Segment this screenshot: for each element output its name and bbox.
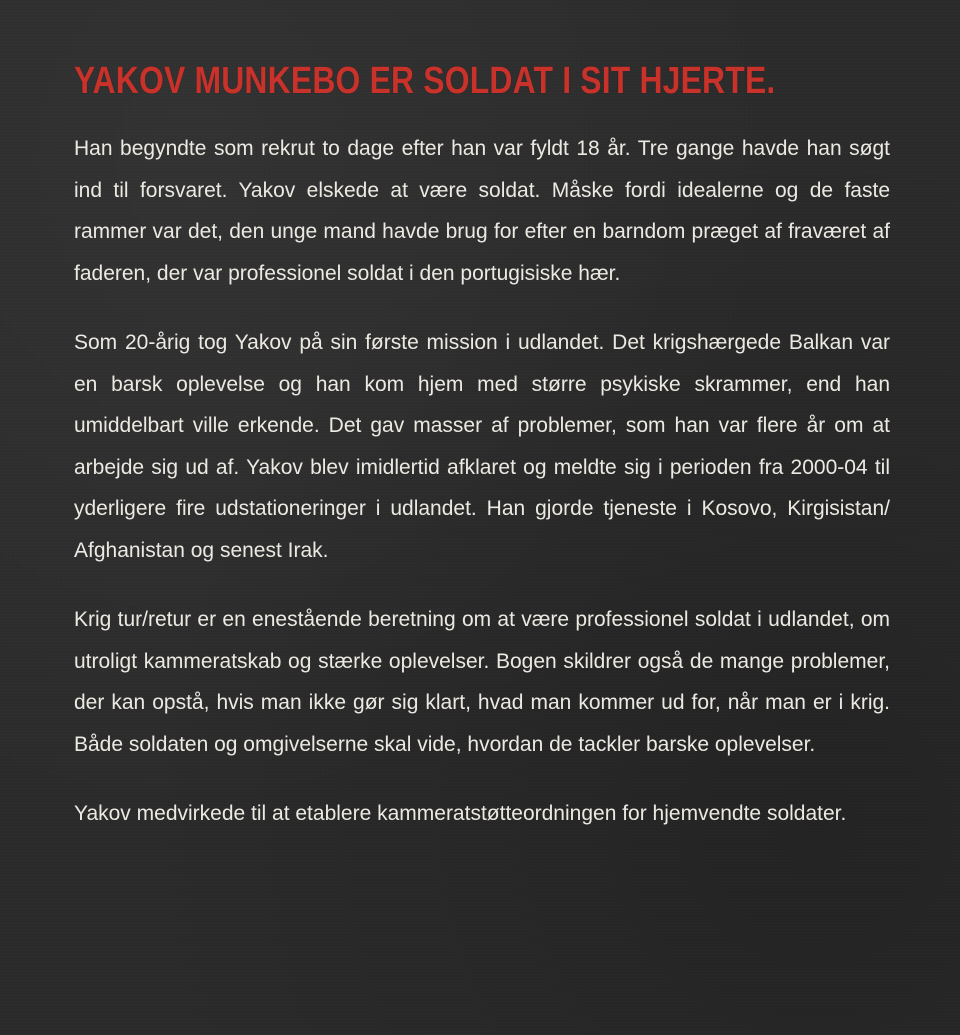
blurb-paragraph-1: Han begyndte som rekrut to dage efter han var fyldt 18 år. Tre gange havde han søgt ind til forsvaret. Yakov elskede at være soldat. Måske fordi idealerne og de faste rammer var det, den unge mand havde brug for efter en barndom præget af fraværet af faderen, der var professionel soldat i den portugisiske hær. [74, 137, 890, 285]
headline: YAKOV MUNKEBO ER SOLDAT I SIT HJERTE. [74, 60, 776, 102]
blurb-paragraph-2: Som 20-årig tog Yakov på sin første mission i udlandet. Det krigshærgede Balkan var en barsk oplevelse og han kom hjem med større psykiske skrammer, end han umiddelbart ville erkende. Det gav masser af problemer, som han var flere år om at arbejde sig ud af. Yakov blev imidlertid afklaret og meldte sig i perioden fra 2000-04 til yderligere fire udstationeringer i udlandet. Han gjorde tjeneste i Kosovo, Kirgisistan/ Afghanistan og senest Irak. [74, 331, 890, 562]
blurb-paragraph-4: Yakov medvirkede til at etablere kammeratstøtteordningen for hjemvendte soldater. [74, 802, 847, 825]
blurb-paragraph-3: Krig tur/retur er en enestående beretning om at være professionel soldat i udlandet, om utroligt kammeratskab og stærke oplevelser. Bogen skildrer også de mange problemer, der kan opstå, hvis man ikke gør sig klart, hvad man kommer ud for, når man er i krig. Både soldaten og omgivelserne skal vide, hvordan de tackler barske oplevelser. [74, 608, 890, 756]
